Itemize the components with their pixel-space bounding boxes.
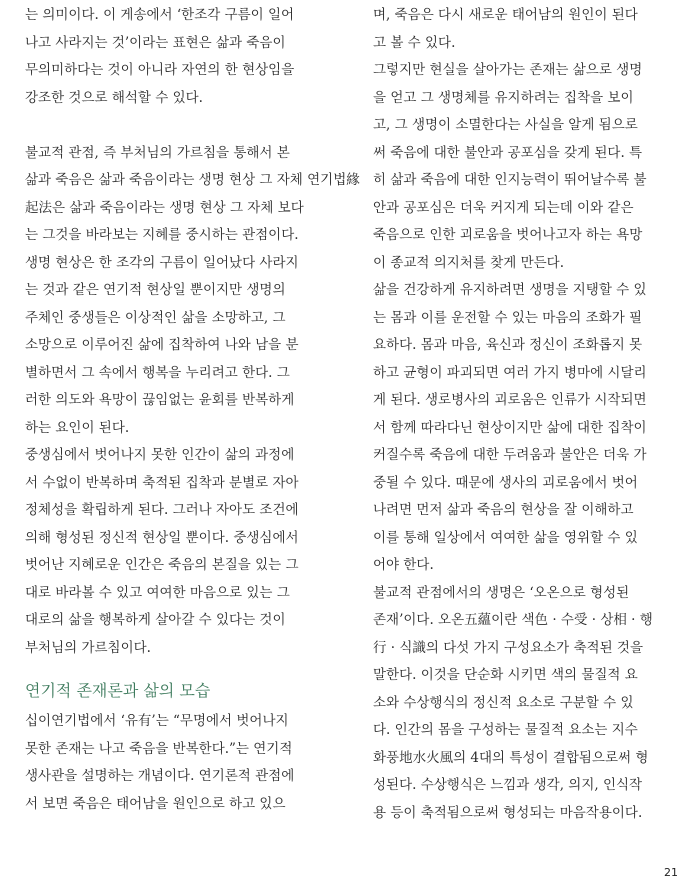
text-line: 히 삶과 죽음에 대한 인지능력이 뛰어날수록 불 [373,172,647,188]
text-line: 안과 공포심은 더욱 커지게 되는데 이와 같은 [373,199,634,216]
paragraph-buddhist-view [25,140,360,663]
text-line: 불교적 관점, 즉 부처님의 가르침을 통해서 본 [25,144,290,161]
text-line: 는 몸과 이를 운전할 수 있는 마음의 조화가 필 [373,309,643,326]
text-line: 나고 사라지는 것’이라는 표현은 삶과 죽음이 [25,34,286,51]
section-heading: 연기적 존재론과 삶의 모습 [25,681,211,700]
text-line: 삶을 건강하게 유지하려면 생명을 지탱할 수 있 [373,282,647,298]
text-line: 의해 형성된 정신적 현상일 뿐이다. 중생심에서 [25,529,299,546]
text-line: 별하면서 그 속에서 행복을 누리려고 한다. 그 [25,364,290,381]
text-line: 소와 수상행식의 정신적 요소로 구분할 수 있 [373,694,634,711]
text-line: 십이연기법에서 ‘유有’는 “무명에서 벗어나지 [25,713,289,729]
paragraph-section-body [25,708,320,818]
text-line: 정체성을 확립하게 된다. 그러나 자아도 조건에 [25,502,299,518]
text-line: 고 볼 수 있다. [373,34,456,51]
text-line: 생명 현상은 한 조각의 구름이 일어났다 사라지 [25,254,299,271]
text-line: 어야 한다. [373,557,434,573]
text-line: 못한 존재는 나고 죽음을 반복한다.”는 연기적 [25,740,293,757]
text-line: 생사관을 설명하는 개념이다. 연기론적 관점에 [25,768,295,784]
text-line: 벗어난 지혜로운 인간은 죽음의 본질을 있는 그 [25,557,299,573]
text-line: 行 · 식識의 다섯 가지 구성요소가 축적된 것을 [373,639,643,656]
text-line: 불교적 관점에서의 생명은 ‘오온으로 형성된 [373,584,630,601]
text-line: 성된다. 수상행식은 느낌과 생각, 의지, 인식작 [373,777,643,793]
text-line: 화풍地水火風의 4대의 특성이 결합됨으로써 형 [373,749,649,766]
text-line: 강조한 것으로 해석할 수 있다. [25,89,203,106]
text-line: 이를 통해 일상에서 여여한 삶을 영위할 수 있 [373,529,638,546]
text-line: 서 수없이 반복하며 축적된 집착과 분별로 자아 [25,474,299,491]
text-line: 하는 요인이 된다. [25,419,130,436]
text-line: 부처님의 가르침이다. [25,639,151,656]
paragraph-gap [25,112,320,140]
text-line: 을 얻고 그 생명체를 유지하려는 집착을 보이 [373,89,634,106]
text-line: 대로 바라볼 수 있고 여여한 마음으로 있는 그 [25,584,290,601]
text-line: 중될 수 있다. 때문에 생사의 괴로움에서 벗어 [373,474,638,491]
text-line: 는 의미이다. 이 게송에서 ‘한조각 구름이 일어 [25,7,295,23]
text-line: 다. 인간의 몸을 구성하는 물질적 요소는 지수 [373,722,638,738]
text-line: 삶과 죽음은 삶과 죽음이라는 생명 현상 그 자체 연기법緣 [25,172,360,188]
text-line: 러한 의도와 욕망이 끊임없는 윤회를 반복하게 [25,392,295,408]
text-line: 起法은 삶과 죽음이라는 생명 현상 그 자체 보다 [25,199,304,216]
text-line: 하고 균형이 파괴되면 여러 가지 병마에 시달리 [373,364,647,381]
text-line: 는 그것을 바라보는 지혜를 중시하는 관점이다. [25,227,299,243]
text-line: 는 것과 같은 연기적 현상일 뿐이지만 생명의 [25,282,286,298]
text-line: 서 보면 죽음은 태어남을 원인으로 하고 있으 [25,795,286,812]
text-line: 죽음으로 인한 괴로움을 벗어나고자 하는 욕망 [373,227,643,243]
text-line: 소망으로 이루어진 삶에 집착하여 나와 남을 분 [25,337,299,353]
text-line: 서 함께 따라다닌 현상이지만 삶에 대한 집착이 [373,419,647,436]
text-line: 그렇지만 현실을 살아가는 존재는 삶으로 생명 [373,62,643,78]
text-line: 말한다. 이것을 단순화 시키면 색의 물질적 요 [373,667,638,683]
text-line: 이 종교적 의지처를 찾게 만든다. [373,254,564,271]
paragraph-intro [25,2,320,112]
text-line: 며, 죽음은 다시 새로운 태어남의 원인이 된다 [373,7,638,23]
text-line: 용 등이 축적됨으로써 형성되는 마음작용이다. [373,804,643,821]
right-column [373,2,669,827]
text-line: 게 된다. 생로병사의 괴로움은 인류가 시작되면 [373,392,647,408]
text-line: 주체인 중생들은 이상적인 삶을 소망하고, 그 [25,309,286,326]
text-line: 나려면 먼저 삶과 죽음의 현상을 잘 이해하고 [373,502,634,518]
text-line: 써 죽음에 대한 불안과 공포심을 갖게 된다. 특 [373,144,643,161]
text-line: 무의미하다는 것이 아니라 자연의 한 현상임을 [25,62,295,78]
text-line: 대로의 삶을 행복하게 살아갈 수 있다는 것이 [25,612,286,628]
text-line: 존재’이다. 오온五蘊이란 색色 · 수受 · 상相 · 행 [373,612,653,628]
text-line: 고, 그 생명이 소멸한다는 사실을 알게 됨으로 [373,117,638,133]
text-line: 커질수록 죽음에 대한 두려움과 불안은 더욱 가 [373,447,647,463]
left-column [25,2,360,818]
text-line: 중생심에서 벗어나지 못한 인간이 삶의 과정에 [25,447,295,463]
text-line: 요하다. 몸과 마음, 육신과 정신이 조화롭지 못 [373,337,643,353]
page-number: 21 [664,866,678,879]
paragraph-right-body [373,2,669,827]
